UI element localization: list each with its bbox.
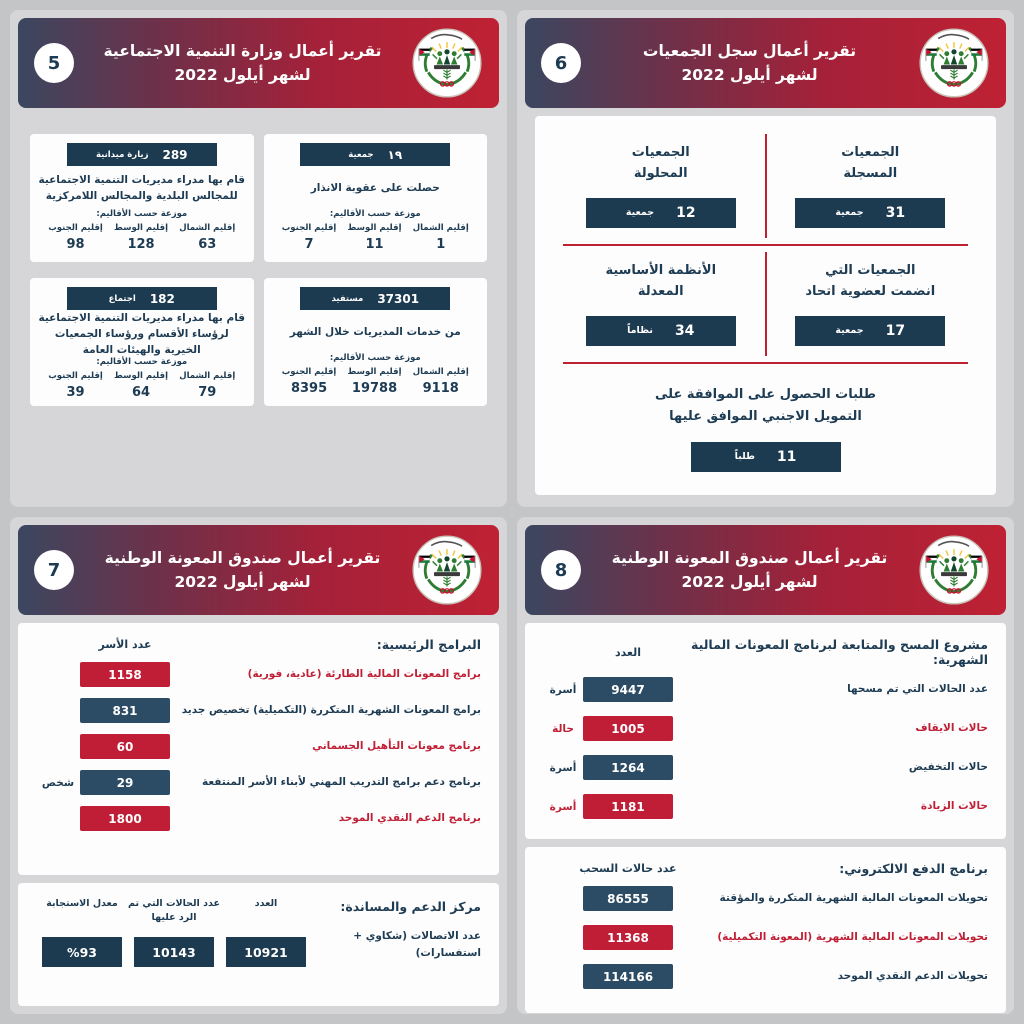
program-label: برنامج الدعم النقدي الموحد — [338, 811, 481, 824]
cell-title-line2: المحلولة — [633, 166, 688, 182]
stat-unit: جمعية — [348, 149, 374, 160]
stat-description: قام بها مدراء مديريات التنمية الاجتماعية للمجالس البلدية والمجالس اللامركزية — [38, 174, 246, 202]
region-label: إقليم الشمال — [412, 223, 469, 233]
panel-title-line1: تقرير أعمال صندوق المعونة الوطنية — [611, 548, 888, 567]
panel6-header — [525, 18, 1006, 108]
region-label: إقليم الشمال — [412, 367, 469, 377]
region-south — [48, 223, 103, 252]
survey-row-increase-cases — [543, 794, 988, 819]
value-bar — [80, 734, 170, 759]
epayment-header-row — [543, 861, 988, 876]
survey-row-reduction-cases — [543, 755, 988, 780]
programs-title: البرامج الرئيسية: — [376, 637, 481, 652]
region-south — [282, 223, 337, 252]
cell-union-joined-societies — [767, 248, 975, 360]
survey-label: حالات الزيادة — [920, 799, 988, 812]
region-label: إقليم الجنوب — [48, 371, 103, 381]
program-label: برامج المعونات المالية الطارئة (عادية، فورية) — [247, 667, 481, 680]
panel-number: 6 — [554, 52, 568, 74]
region-label: إقليم الجنوب — [48, 223, 103, 233]
cell-dissolved-societies — [557, 130, 765, 242]
region-label: إقليم الوسط — [114, 223, 168, 233]
program-row-physical-rehab — [36, 734, 481, 759]
stat-value: 34 — [674, 322, 695, 339]
stat-card-field-visits — [30, 134, 254, 262]
survey-project-box — [525, 623, 1006, 839]
support-center-subtitle: عدد الاتصالات (شكاوي + استفسارات) — [353, 930, 481, 959]
program-label: برامج المعونات الشهرية المتكررة (التكميلية) تخصيص جديد — [181, 703, 481, 716]
stat-badge — [300, 143, 450, 166]
region-value: 98 — [66, 237, 85, 252]
region-value: 19788 — [351, 381, 398, 396]
survey-row-suspension-cases — [543, 716, 988, 741]
panel-aid-fund-survey — [517, 517, 1014, 1014]
row-unit: أسرة — [549, 800, 577, 813]
withdrawals-count-header: عدد حالات السحب — [579, 862, 677, 875]
survey-title: مشروع المسح والمتابعة لبرنامج المعونات المالية الشهرية: — [691, 637, 988, 667]
panel-title-line1: تقرير أعمال سجل الجمعيات — [642, 41, 857, 60]
stat-badge — [586, 316, 736, 346]
families-count-header: عدد الأسر — [98, 638, 152, 651]
value-bar — [583, 755, 673, 780]
program-row-recurring-aid — [36, 698, 481, 723]
region-value: 39 — [66, 385, 85, 400]
societies-stats-box — [535, 116, 996, 495]
region-value: 79 — [198, 385, 217, 400]
region-value: 128 — [127, 237, 155, 252]
survey-row-surveyed-cases — [543, 677, 988, 702]
epayment-label: تحويلات المعونات المالية الشهرية (المعونة التكميلية) — [717, 930, 988, 943]
cell-title — [805, 260, 935, 303]
program-label: برنامج معونات التأهيل الجسماني — [312, 739, 481, 752]
bar-value: 114166 — [602, 969, 654, 984]
stat-col-header: عدد الحالات التي تم الرد عليها — [128, 898, 220, 924]
value-bar — [583, 964, 673, 989]
region-south — [48, 371, 103, 400]
region-value: 8395 — [290, 381, 328, 396]
program-row-vocational-training — [36, 770, 481, 795]
regions-label: موزعة حسب الأقاليم: — [329, 209, 421, 219]
stat-value: ١٩ — [387, 147, 403, 162]
societies-row-2 — [557, 248, 974, 360]
regions-label: موزعة حسب الأقاليم: — [329, 353, 421, 363]
stat-unit: زيارة ميدانية — [95, 149, 149, 160]
red-horizontal-divider — [563, 362, 968, 364]
region-label: إقليم الشمال — [179, 371, 236, 381]
panel5-header — [18, 18, 499, 108]
bar-value: 831 — [112, 703, 138, 718]
bar-value: 1158 — [108, 667, 142, 682]
panel-title — [74, 546, 411, 594]
panel-title — [581, 546, 918, 594]
stat-badge — [67, 287, 217, 310]
stat-col-header: العدد — [254, 898, 278, 909]
panel-title-line2: لشهر أيلول 2022 — [681, 66, 818, 84]
panel-title-line1: تقرير أعمال وزارة التنمية الاجتماعية — [103, 41, 382, 60]
stat-value: 31 — [885, 204, 906, 221]
panel-title-line2: لشهر أيلول 2022 — [681, 573, 818, 591]
panel-number-badge — [541, 550, 581, 590]
panel7-header — [18, 525, 499, 615]
region-middle — [114, 223, 168, 252]
panel-title — [74, 39, 411, 87]
row-unit: شخص — [41, 776, 75, 789]
cell-title-line1: الجمعيات — [841, 145, 900, 160]
panel-number: 8 — [554, 559, 568, 581]
stat-unit: نظاماً — [627, 325, 653, 337]
panel-title-line2: لشهر أيلول 2022 — [174, 66, 311, 84]
foreign-funding-line2: التمويل الاجنبي الموافق عليها — [669, 408, 862, 424]
value-bar — [583, 886, 673, 911]
bar-value: 1264 — [611, 760, 645, 775]
cell-amended-bylaws — [557, 248, 765, 360]
region-label: إقليم الوسط — [114, 371, 168, 381]
stat-card-warned-societies — [264, 134, 488, 262]
cell-title — [841, 142, 899, 185]
stat-unit: اجتماع — [108, 293, 136, 304]
programs-header-row — [36, 637, 481, 652]
epayment-label: تحويلات الدعم النقدي الموحد — [837, 969, 988, 982]
region-label: إقليم الشمال — [179, 223, 236, 233]
epayment-row-unified-cash-transfers — [543, 964, 988, 989]
stat-badge — [226, 937, 306, 967]
stat-badge — [691, 442, 841, 472]
stat-badge — [586, 198, 736, 228]
foreign-funding-text — [655, 384, 876, 428]
bar-value: 1005 — [611, 721, 645, 736]
stat-badge — [134, 937, 214, 967]
panel-number: 5 — [47, 52, 61, 74]
red-vertical-divider — [765, 134, 767, 238]
cell-title-line2: المسجلة — [843, 166, 898, 182]
stat-description: حصلت على عقوبة الانذار — [310, 182, 440, 195]
region-value: 7 — [304, 237, 314, 252]
survey-label: عدد الحالات التي تم مسحها — [847, 682, 988, 695]
foreign-funding-line1: طلبات الحصول على الموافقة على — [655, 386, 876, 402]
regions-row — [274, 367, 477, 396]
red-vertical-divider — [765, 252, 767, 356]
foreign-funding-block — [557, 366, 974, 472]
red-horizontal-divider — [563, 244, 968, 246]
bar-value: 60 — [116, 739, 134, 754]
regions-row — [40, 223, 243, 252]
survey-header-row — [543, 637, 988, 667]
row-unit: أسرة — [549, 761, 577, 774]
main-programs-box — [18, 623, 499, 875]
region-middle — [348, 367, 402, 396]
ministry-logo-icon — [411, 534, 483, 606]
cell-title-line1: الأنظمة الأساسية — [605, 262, 717, 278]
value-bar — [80, 806, 170, 831]
value-bar — [583, 677, 673, 702]
program-label: برنامج دعم برامج التدريب المهني لأبناء الأسر المنتفعة — [201, 775, 481, 788]
stat-description: قام بها مدراء مديريات التنمية الاجتماعية لرؤساء الأقسام ورؤساء الجمعيات الخيرية والهيئات العامة — [38, 312, 246, 356]
ministry-logo-icon — [918, 27, 990, 99]
region-label: إقليم الوسط — [347, 367, 402, 377]
row-unit: حالة — [552, 722, 574, 735]
region-label: إقليم الجنوب — [281, 367, 337, 377]
stat-card-meetings — [30, 278, 254, 406]
panel-number: 7 — [47, 559, 61, 581]
survey-label: حالات التخفيض — [908, 760, 988, 773]
stat-badge — [42, 937, 122, 967]
stat-badge — [300, 287, 450, 310]
program-row-unified-cash-support — [36, 806, 481, 831]
cell-title — [605, 260, 716, 303]
bar-value: 1181 — [611, 799, 645, 814]
value-bar — [583, 716, 673, 741]
panel-title — [581, 39, 918, 87]
value-bar — [80, 770, 170, 795]
value-bar — [80, 698, 170, 723]
region-north — [413, 367, 469, 396]
stat-value: 11 — [776, 448, 797, 465]
epayment-row-recurring-transfers — [543, 886, 988, 911]
bar-value: 29 — [116, 775, 134, 790]
support-center-titles — [312, 897, 481, 962]
panel5-cards — [18, 108, 499, 406]
epayment-title: برنامج الدفع الالكتروني: — [839, 861, 988, 876]
stat-badge — [795, 316, 945, 346]
stat-col-total-calls — [220, 897, 312, 967]
stat-value: 289 — [162, 147, 188, 162]
bar-value: 9447 — [611, 682, 645, 697]
societies-row-1 — [557, 130, 974, 242]
region-north — [413, 223, 469, 252]
panel-aid-fund-programs — [10, 517, 507, 1014]
ministry-logo-icon — [411, 27, 483, 99]
row-unit: أسرة — [549, 683, 577, 696]
epayment-label: تحويلات المعونات المالية الشهرية المتكررة والمؤقتة — [719, 891, 988, 904]
cell-title-line1: الجمعيات — [631, 145, 690, 160]
panel-number-badge — [34, 43, 74, 83]
stat-unit: مستفيد — [331, 293, 364, 304]
support-center-box — [18, 883, 499, 1006]
regions-row — [40, 371, 243, 400]
region-middle — [114, 371, 168, 400]
panel-number-badge — [34, 550, 74, 590]
stat-col-header: معدل الاستجابة — [46, 898, 118, 909]
stat-value: 10921 — [244, 944, 288, 960]
stat-value: 37301 — [377, 291, 420, 306]
stat-unit: جمعية — [835, 325, 864, 337]
panel-ministry-report — [10, 10, 507, 507]
regions-label: موزعة حسب الأقاليم: — [96, 209, 188, 219]
panel-societies-registry — [517, 10, 1014, 507]
regions-row — [274, 223, 477, 252]
stat-badge — [795, 198, 945, 228]
count-header: العدد — [614, 645, 642, 659]
stat-col-response-rate — [36, 897, 128, 967]
stat-unit: جمعية — [625, 207, 655, 219]
panel8-header — [525, 525, 1006, 615]
cell-title-line2: المعدلة — [637, 284, 684, 300]
support-center-title: مركز الدعم والمساندة: — [340, 899, 481, 914]
value-bar — [583, 794, 673, 819]
region-value: 1 — [436, 237, 446, 252]
program-row-emergency-aid — [36, 662, 481, 687]
panel-title-line2: لشهر أيلول 2022 — [174, 573, 311, 591]
bar-value: 1800 — [108, 811, 142, 826]
cell-title-line2: انضمت لعضوية اتحاد — [805, 284, 936, 300]
regions-label: موزعة حسب الأقاليم: — [96, 357, 188, 367]
region-south — [282, 367, 337, 396]
survey-label: حالات الايقاف — [915, 721, 988, 734]
panel-title-line1: تقرير أعمال صندوق المعونة الوطنية — [104, 548, 381, 567]
ministry-logo-icon — [918, 534, 990, 606]
epayment-box — [525, 847, 1006, 1013]
region-north — [179, 223, 235, 252]
bar-value: 86555 — [607, 891, 649, 906]
stat-value: 10143 — [152, 944, 196, 960]
value-bar — [583, 925, 673, 950]
region-label: إقليم الجنوب — [281, 223, 337, 233]
stat-value: %93 — [67, 944, 97, 960]
stat-unit: جمعية — [835, 207, 864, 219]
stat-col-answered-cases — [128, 897, 220, 967]
stat-badge — [67, 143, 217, 166]
stat-description: من خدمات المديريات خلال الشهر — [289, 326, 461, 339]
region-value: 11 — [365, 237, 384, 252]
stat-value: 182 — [149, 291, 175, 306]
region-value: 64 — [131, 385, 151, 400]
epayment-row-supplementary-transfers — [543, 925, 988, 950]
cell-registered-societies — [767, 130, 975, 242]
region-middle — [348, 223, 402, 252]
value-bar — [80, 662, 170, 687]
region-label: إقليم الوسط — [347, 223, 402, 233]
panel-number-badge — [541, 43, 581, 83]
region-value: 63 — [198, 237, 217, 252]
stat-value: 17 — [885, 322, 906, 339]
region-north — [179, 371, 235, 400]
cell-title — [632, 142, 690, 185]
stat-value: 12 — [676, 204, 696, 221]
stat-unit: طلباً — [734, 451, 755, 463]
region-value: 9118 — [422, 381, 459, 396]
stat-card-beneficiaries — [264, 278, 488, 406]
cell-title-line1: الجمعيات التي — [825, 262, 916, 278]
bar-value: 11368 — [607, 930, 649, 945]
